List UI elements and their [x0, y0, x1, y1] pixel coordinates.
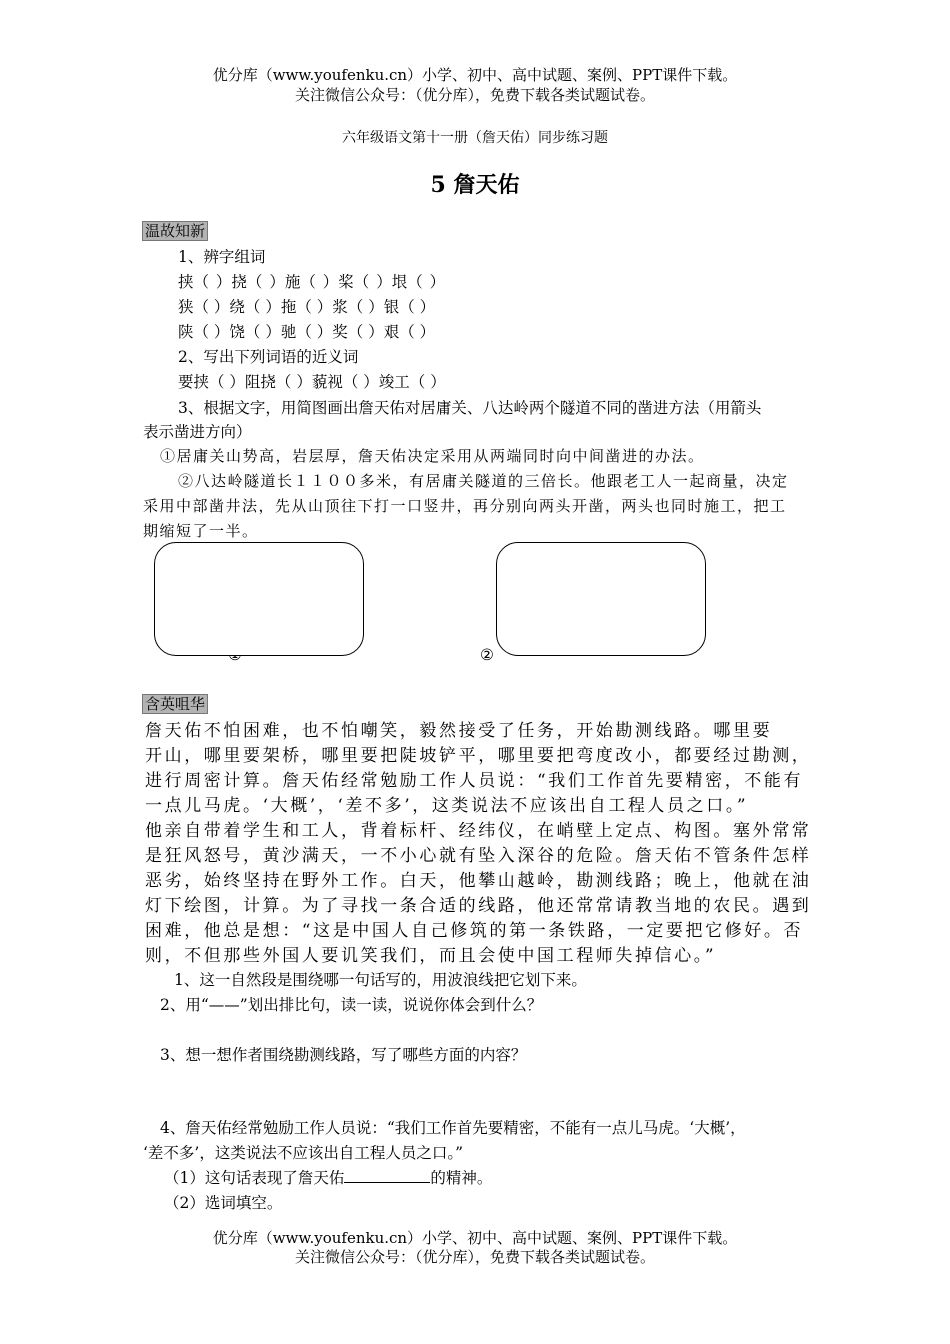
page-title: 5 詹天佑 — [430, 172, 520, 198]
question-3-item-2-line-1: ②八达岭隧道长１１００多米，有居庸关隧道的三倍长。他跟老工人一起商量，决定 — [178, 472, 789, 490]
char-row-1: 挟（ ）挠（ ）施（ ）桨（ ）垠（ ） — [178, 273, 446, 291]
passage-line: 詹天佑不怕困难，也不怕嘲笑，毅然接受了任务，开始勘测线路。哪里要 — [145, 721, 773, 741]
drawing-box-2[interactable] — [496, 542, 706, 656]
box-2-label: ② — [480, 646, 494, 664]
passage-line: 困难，他总是想：“这是中国人自己修筑的第一条铁路，一定要把它修好。否 — [145, 921, 804, 941]
passage-line: 开山，哪里要架桥，哪里要把陡坡铲平，哪里要把弯度改小，都要经过勘测， — [145, 746, 812, 766]
char-row-2: 狭（ ）绕（ ）拖（ ）浆（ ）银（ ） — [178, 298, 436, 316]
reading-question-2: 2、用“——”划出排比句，读一读，说说你体会到什么？ — [160, 996, 543, 1014]
question-2-title: 2、写出下列词语的近义词 — [178, 348, 359, 366]
reading-question-4-sub-1 — [164, 1166, 492, 1188]
header-line-2: 关注微信公众号：（优分库），免费下载各类试题试卷。 — [294, 86, 655, 104]
question-1-title: 1、辨字组词 — [178, 248, 266, 266]
reading-question-3: 3、想一想作者围绕勘测线路，写了哪些方面的内容？ — [160, 1046, 527, 1064]
passage-line: 恶劣，始终坚持在野外工作。白天，他攀山越岭，勘测线路；晚上，他就在油 — [145, 871, 812, 891]
passage-line: 是狂风怒号，黄沙满天，一不小心就有坠入深谷的危险。詹天佑不管条件怎样 — [145, 846, 812, 866]
reading-question-4-line-2: ‘差不多’，这类说法不应该出自工程人员之口。” — [143, 1144, 464, 1162]
passage-line: 一点儿马虎。‘大概’，‘差不多’，这类说法不应该出自工程人员之口。” — [145, 796, 749, 816]
passage-line: 则，不但那些外国人要讥笑我们，而且会使中国工程师失掉信心。” — [145, 946, 717, 966]
answer-blank[interactable] — [344, 1168, 430, 1183]
char-row-3: 陕（ ）饶（ ）驰（ ）奖（ ）艰（ ） — [178, 323, 436, 341]
header-line-1: 优分库（www.youfenku.cn）小学、初中、高中试题、案例、PPT课件下载。 — [212, 66, 738, 84]
question-3-line-1: 3、根据文字，用简图画出詹天佑对居庸关、八达岭两个隧道不同的凿进方法（用箭头 — [178, 399, 762, 417]
passage-line: 进行周密计算。詹天佑经常勉励工作人员说：“我们工作首先要精密，不能有 — [145, 771, 804, 791]
question-3-item-1: ①居庸关山势高，岩层厚，詹天佑决定采用从两端同时向中间凿进的办法。 — [160, 447, 705, 465]
passage-line: 他亲自带着学生和工人，背着标杆、经纬仪，在峭壁上定点、构图。塞外常常 — [145, 821, 812, 841]
footer-line-2: 关注微信公众号：（优分库），免费下载各类试题试卷。 — [294, 1248, 655, 1266]
drawing-box-1[interactable] — [154, 542, 364, 656]
question-3-line-2: 表示凿进方向） — [143, 423, 252, 441]
page-subtitle: 六年级语文第十一册（詹天佑）同步练习题 — [342, 130, 608, 146]
section-tag-reading: 含英咀华 — [142, 694, 208, 714]
passage-line: 灯下绘图，计算。为了寻找一条合适的线路，他还常常请教当地的农民。遇到 — [145, 896, 812, 916]
reading-question-4-line-1: 4、詹天佑经常勉励工作人员说：“我们工作首先要精密，不能有一点儿马虎。‘大概’， — [160, 1119, 746, 1137]
sub-1-suffix: 的精神。 — [430, 1169, 493, 1187]
section-tag-review: 温故知新 — [142, 221, 208, 241]
reading-question-1: 1、这一自然段是围绕哪一句话写的，用波浪线把它划下来。 — [174, 971, 587, 989]
question-2-words: 要挟（ ）阻挠（ ）藐视（ ）竣工（ ） — [178, 373, 446, 391]
footer-line-1: 优分库（www.youfenku.cn）小学、初中、高中试题、案例、PPT课件下载。 — [212, 1229, 738, 1247]
question-3-item-2-line-3: 期缩短了一半。 — [143, 522, 259, 540]
reading-question-4-sub-2: （2）选词填空。 — [164, 1194, 283, 1212]
sub-1-prefix: （1）这句话表现了詹天佑 — [164, 1169, 345, 1187]
question-3-item-2-line-2: 采用中部凿井法，先从山顶往下打一口竖井，再分别向两头开凿，两头也同时施工，把工 — [143, 497, 787, 515]
